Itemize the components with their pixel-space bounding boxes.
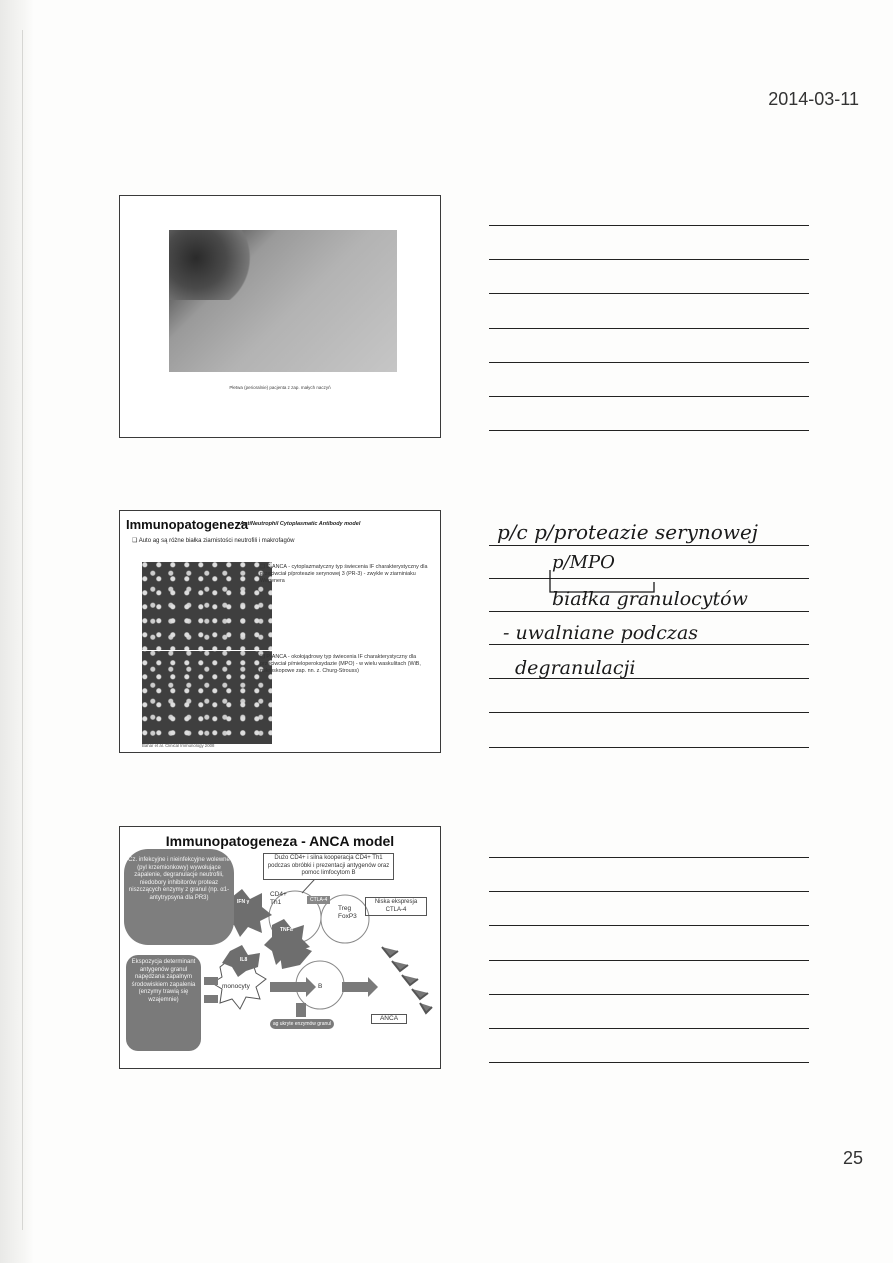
p-anca-text: ❑ P-ANCA - okołojądrowy typ świecenia IF charakterystyczny dla przeciwciał p/mieloperoksydazie (MPO) - w wielu waskulitach (WiB, mikroskopowe zap. nn. z. Churg-Strouss) [260, 654, 421, 674]
handwritten-note-2: p/MPO [552, 552, 615, 573]
slide-2 [119, 510, 441, 753]
scan-edge [22, 30, 23, 1230]
tnf-alpha-label: TNFα [280, 927, 293, 933]
slide-2-reference: Bahar et al. Clinical Immunology 2008 [142, 743, 215, 748]
slide-2-bullet: ❑ Auto ag są różne białka ziarnistości neutrofili i makrofagów [132, 538, 295, 544]
cd4-th1-label: CD4+ Th1 [270, 891, 287, 907]
image-divider [142, 650, 272, 651]
ctla4-expression-box: Niska ekspresja CTLA-4 [365, 897, 427, 916]
hidden-antigen-box: ag ukryte enzymów granul [270, 1019, 334, 1029]
handwritten-note-3: białka granulocytów [552, 588, 748, 610]
trigger-cloud: Cz. infekcyjne i nieinfekcyjne wolewne (pyl krzemionkowy) wywołujące zapalenie, degranulacje neutrofili, niedobory inhibitorów proteaz niszczących enzymy z granul (np. α1-antytrypsyna dla PR3) [124, 849, 234, 945]
page-date: 2014-03-11 [768, 89, 859, 109]
monocytes-label: monocyty [222, 983, 250, 990]
handwritten-note-5: degranulacji [515, 657, 636, 679]
scan-shadow [0, 0, 34, 1263]
immunofluorescence-image [142, 562, 272, 744]
slide-3-title: Immunopatogeneza - ANCA model [165, 833, 395, 849]
skin-photo [169, 230, 397, 372]
photo-lesion [169, 230, 259, 300]
c-anca-text: ❑ C-ANCA - cytoplazmatyczny typ świecenia IF charakterystyczny dla przeciwciał p/proteazie serynowej 3 (PR-3) - zwykle w ziarniniaku Wegenera [260, 564, 428, 584]
b-cell-label: B [318, 983, 323, 990]
slide-1 [119, 195, 441, 438]
handwritten-note-4: - uwalniane podczas [503, 622, 699, 644]
ctla4-label: CTLA-4 [307, 896, 330, 904]
cd4-cooperation-box: Dużo CD4+ i silna kooperacja CD4+ Th1 podczas obróbki i prezentacji antygenów oraz pomoc limfocytom B [263, 853, 394, 880]
treg-label: Treg FoxP3 [338, 905, 357, 921]
anca-box: ANCA [371, 1014, 407, 1024]
slide-2-subtitle: - AntiNeutrophil Cytoplasmatic Antibody model [237, 521, 361, 527]
granule-exposure-box: Ekspozycja determinant antygenów granul napędzana zapalnym środowiskiem zapalenia (enzymy trawią się wzajemnie) [126, 955, 201, 1051]
slide-3 [119, 826, 441, 1069]
page-number: 25 [842, 1148, 863, 1168]
ifn-gamma-label: IFN γ [237, 899, 250, 905]
il8-label: IL8 [240, 957, 248, 963]
slide-1-caption: Płetwa (perioralnie) pacjenta z zap. małych naczyń [229, 385, 331, 390]
slide-2-title: Immunopatogeneza [126, 517, 249, 532]
handwritten-note-1: p/c p/proteazie serynowej [497, 520, 759, 544]
